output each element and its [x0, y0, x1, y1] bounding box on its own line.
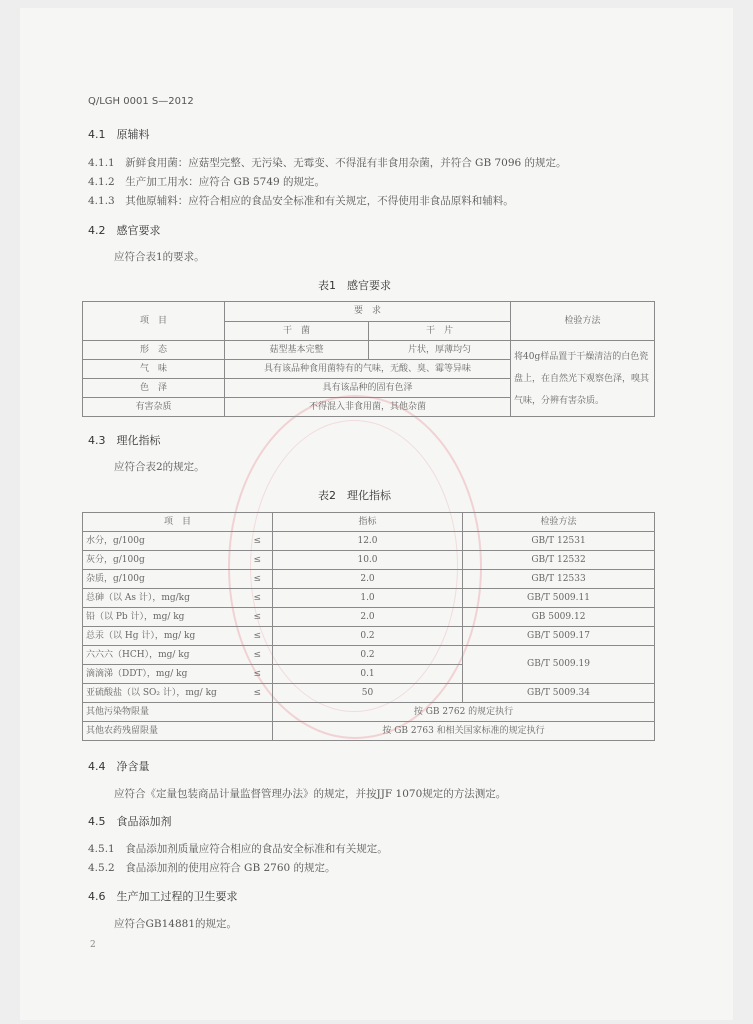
row-item: 有害杂质 [83, 398, 225, 417]
row-item: 滴滴涕（DDT），mg/ kg [83, 665, 243, 684]
row-method: GB/T 12532 [463, 551, 655, 570]
table-row [83, 570, 655, 589]
section-4-1-heading: 4.1 原辅料 [88, 128, 150, 141]
row-item: 水分，g/100g [83, 532, 243, 551]
clause-4-1-2: 4.1.2 生产加工用水：应符合 GB 5749 的规定。 [88, 176, 326, 188]
row-item: 亚硫酸盐（以 SO₂ 计），mg/ kg [83, 684, 243, 703]
row-item: 杂质，g/100g [83, 570, 243, 589]
sensory-table [82, 301, 655, 417]
cell-dried-mushroom: 菇型基本完整 [225, 341, 369, 360]
header-item: 项 目 [83, 513, 273, 532]
header-method: 检验方法 [463, 513, 655, 532]
cell-requirement: 具有该品种食用菌特有的气味，无酸、臭、霉等异味 [225, 360, 511, 379]
section-4-2-heading: 4.2 感官要求 [88, 224, 161, 237]
section-4-4-text: 应符合《定量包装商品计量监督管理办法》的规定，并按JJF 1070规定的方法测定。 [114, 788, 507, 800]
clause-4-1-3: 4.1.3 其他原辅料：应符合相应的食品安全标准和有关规定，不得使用非食品原料和辅料。 [88, 195, 514, 207]
section-4-6-text: 应符合GB14881的规定。 [114, 918, 238, 930]
table-row [83, 532, 655, 551]
row-item: 形 态 [83, 341, 225, 360]
row-operator: ≤ [243, 684, 273, 703]
row-operator: ≤ [243, 532, 273, 551]
row-operator: ≤ [243, 570, 273, 589]
section-4-2-text: 应符合表1的要求。 [114, 251, 205, 263]
row-method: GB/T 5009.17 [463, 627, 655, 646]
header-item: 项 目 [83, 302, 225, 341]
table-row [83, 684, 655, 703]
header-index: 指标 [273, 513, 463, 532]
row-method: GB/T 5009.11 [463, 589, 655, 608]
row-value: 0.2 [273, 646, 463, 665]
row-rule: 按 GB 2762 的规定执行 [273, 703, 655, 722]
header-dried-slice: 干 片 [369, 321, 511, 341]
row-method: GB/T 12533 [463, 570, 655, 589]
page-number: 2 [90, 940, 96, 950]
table-row [83, 703, 655, 722]
row-value: 12.0 [273, 532, 463, 551]
row-method: GB 5009.12 [463, 608, 655, 627]
cell-requirement: 具有该品种的固有色泽 [225, 379, 511, 398]
row-value: 10.0 [273, 551, 463, 570]
section-4-4-heading: 4.4 净含量 [88, 760, 150, 773]
section-4-3-text: 应符合表2的规定。 [114, 461, 205, 473]
row-item: 总砷（以 As 计），mg/kg [83, 589, 243, 608]
row-method: GB/T 12531 [463, 532, 655, 551]
row-item: 铅（以 Pb 计），mg/ kg [83, 608, 243, 627]
header-requirement: 要 求 [225, 302, 511, 322]
row-value: 1.0 [273, 589, 463, 608]
row-rule: 按 GB 2763 和相关国家标准的规定执行 [273, 722, 655, 741]
table-row [83, 341, 655, 360]
row-operator: ≤ [243, 589, 273, 608]
standard-code: Q/LGH 0001 S—2012 [88, 96, 194, 107]
row-item: 六六六（HCH），mg/ kg [83, 646, 243, 665]
header-method: 检验方法 [511, 302, 655, 341]
row-operator: ≤ [243, 646, 273, 665]
row-item: 其他农药残留限量 [83, 722, 273, 741]
clause-4-5-2: 4.5.2 食品添加剂的使用应符合 GB 2760 的规定。 [88, 862, 336, 874]
table-row [83, 551, 655, 570]
row-operator: ≤ [243, 608, 273, 627]
cell-dried-slice: 片状，厚薄均匀 [369, 341, 511, 360]
section-4-3-heading: 4.3 理化指标 [88, 434, 161, 447]
table-row [83, 722, 655, 741]
row-method: GB/T 5009.19 [463, 646, 655, 684]
row-value: 2.0 [273, 570, 463, 589]
row-item: 灰分，g/100g [83, 551, 243, 570]
table-row [83, 608, 655, 627]
physicochemical-table [82, 512, 655, 741]
row-item: 其他污染物限量 [83, 703, 273, 722]
row-method: GB/T 5009.34 [463, 684, 655, 703]
row-item: 色 泽 [83, 379, 225, 398]
table-row [83, 589, 655, 608]
cell-requirement: 不得混入非食用菌，其他杂菌 [225, 398, 511, 417]
row-item: 气 味 [83, 360, 225, 379]
clause-4-5-1: 4.5.1 食品添加剂质量应符合相应的食品安全标准和有关规定。 [88, 843, 388, 855]
row-item: 总汞（以 Hg 计），mg/ kg [83, 627, 243, 646]
row-value: 0.1 [273, 665, 463, 684]
table-1-caption: 表1 感官要求 [318, 279, 391, 292]
row-value: 2.0 [273, 608, 463, 627]
row-value: 0.2 [273, 627, 463, 646]
row-operator: ≤ [243, 627, 273, 646]
row-operator: ≤ [243, 665, 273, 684]
header-dried-mushroom: 干 菌 [225, 321, 369, 341]
row-value: 50 [273, 684, 463, 703]
table-2-caption: 表2 理化指标 [318, 489, 391, 502]
section-4-6-heading: 4.6 生产加工过程的卫生要求 [88, 890, 238, 903]
section-4-5-heading: 4.5 食品添加剂 [88, 815, 172, 828]
table-row [83, 627, 655, 646]
table-row [83, 646, 655, 665]
row-operator: ≤ [243, 551, 273, 570]
cell-method: 将40g样品置于干燥清洁的白色瓷盘上，在自然光下观察色泽，嗅其气味，分辨有害杂质。 [511, 341, 655, 417]
clause-4-1-1: 4.1.1 新鲜食用菌：应菇型完整、无污染、无霉变、不得混有非食用杂菌，并符合 GB 7096 的规定。 [88, 157, 567, 169]
